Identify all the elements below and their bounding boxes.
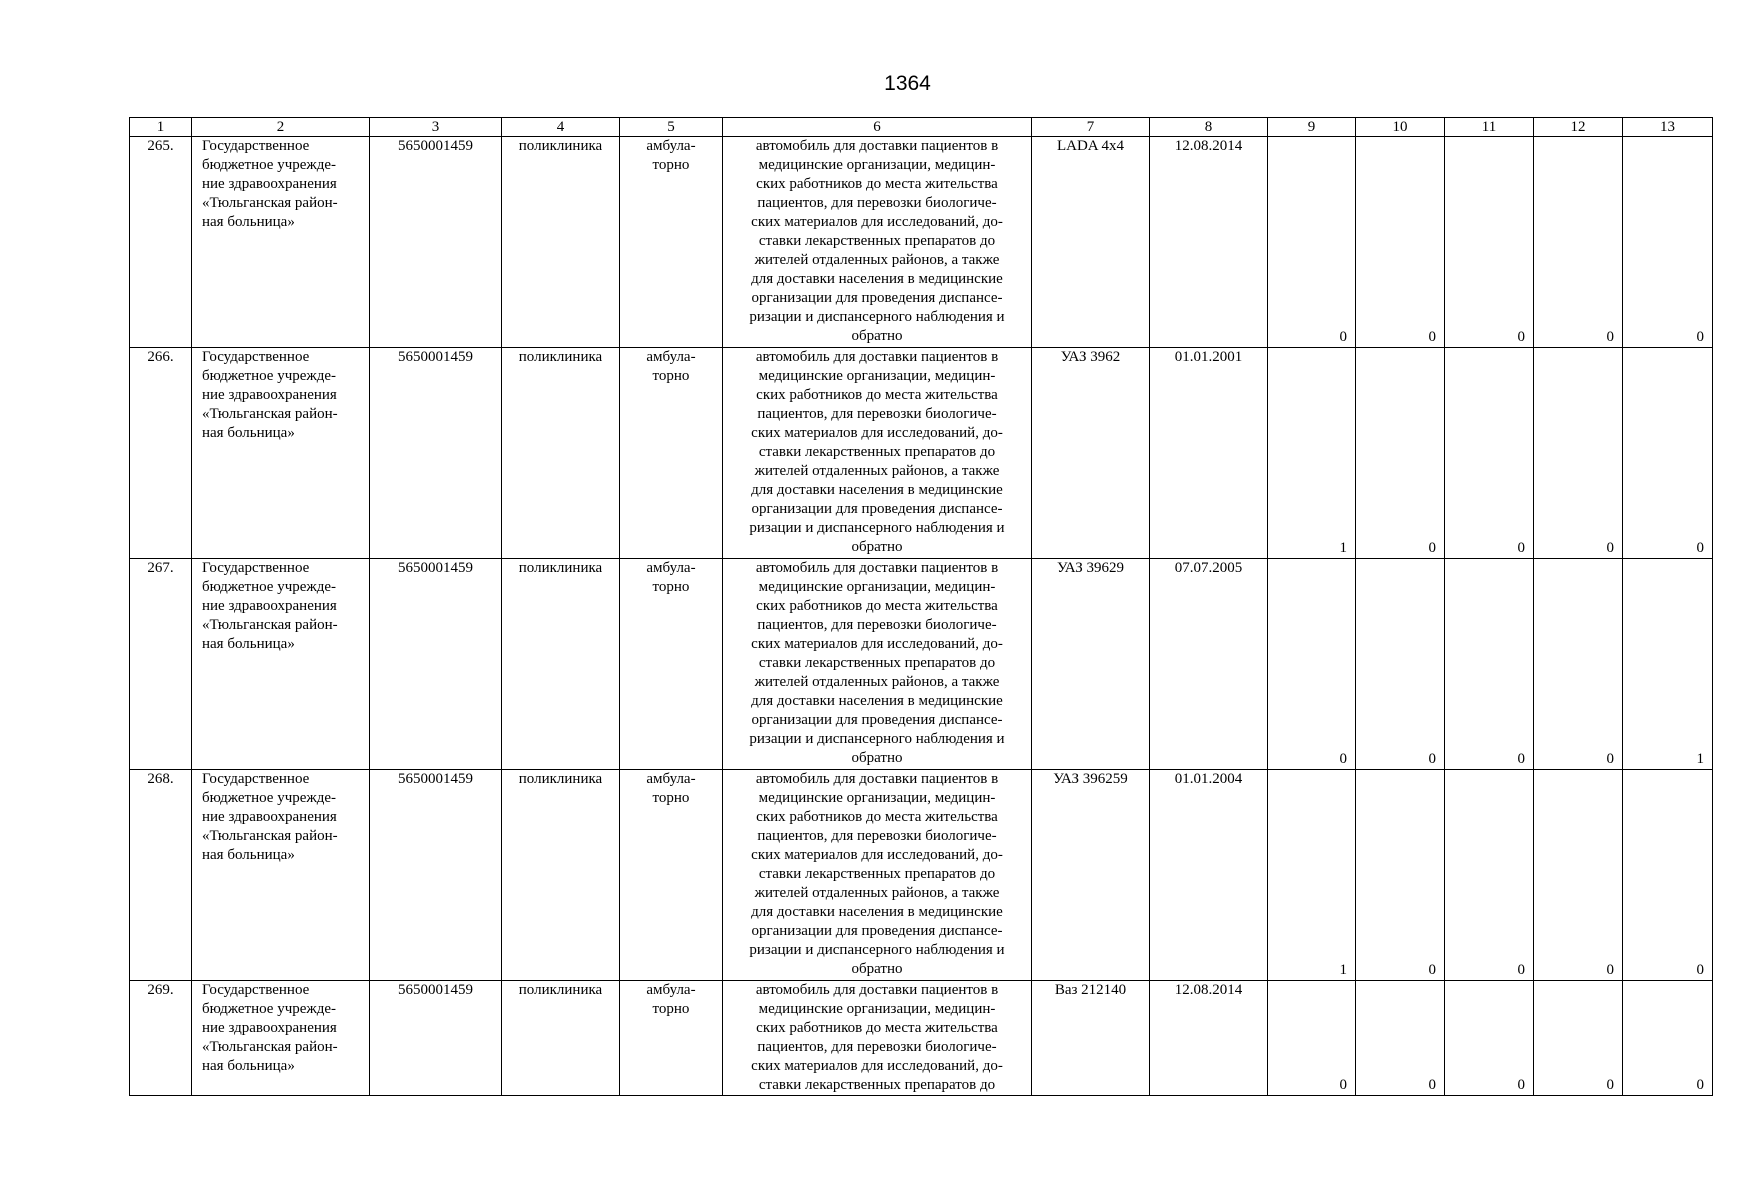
purpose-line: обратно	[851, 539, 903, 555]
count-cell-c11: 0	[1445, 770, 1534, 981]
count-cell-c9: 0	[1268, 981, 1356, 1096]
purpose-line: ских материалов для исследований, до-	[751, 1058, 1003, 1074]
count-cell-c10: 0	[1356, 981, 1445, 1096]
care-mode-line: торно	[652, 157, 690, 173]
purpose-cell	[723, 137, 1032, 348]
table-row	[130, 770, 1713, 981]
care-mode-line: амбула-	[646, 138, 696, 154]
purpose-line: медицинские организации, медицин-	[758, 579, 996, 595]
page-number: 1364	[884, 72, 931, 95]
column-header: 1	[130, 118, 192, 137]
column-header: 2	[192, 118, 370, 137]
purpose-line: ризации и диспансерного наблюдения и	[749, 942, 1005, 958]
purpose-line: организации для проведения диспансе-	[751, 712, 1003, 728]
count-cell-c9: 1	[1268, 348, 1356, 559]
purpose-line: автомобиль для доставки пациентов в	[755, 982, 999, 998]
facility-type-cell: поликлиника	[502, 137, 620, 348]
column-header: 13	[1623, 118, 1713, 137]
purpose-line: медицинские организации, медицин-	[758, 790, 996, 806]
organization-cell	[192, 348, 370, 559]
column-header: 4	[502, 118, 620, 137]
care-mode-line: амбула-	[646, 982, 696, 998]
count-cell-c13: 0	[1623, 770, 1713, 981]
row-number: 266.	[130, 348, 192, 559]
column-header: 12	[1534, 118, 1623, 137]
care-mode-cell	[620, 559, 723, 770]
inn-cell: 5650001459	[370, 137, 502, 348]
organization-line: «Тюльганская район-	[202, 828, 338, 844]
inn-cell: 5650001459	[370, 770, 502, 981]
column-header: 6	[723, 118, 1032, 137]
vehicle-model-cell: LADA 4x4	[1032, 137, 1150, 348]
count-cell-c13: 0	[1623, 981, 1713, 1096]
care-mode-line: торно	[652, 790, 690, 806]
purpose-line: для доставки населения в медицинские	[751, 693, 1003, 709]
date-cell: 01.01.2004	[1150, 770, 1268, 981]
purpose-line: пациентов, для перевозки биологиче-	[757, 195, 997, 211]
table-row	[130, 137, 1713, 348]
count-cell-c11: 0	[1445, 137, 1534, 348]
purpose-line: жителей отдаленных районов, а также	[754, 885, 1000, 901]
column-header: 11	[1445, 118, 1534, 137]
count-cell-c12: 0	[1534, 348, 1623, 559]
vehicle-model-cell: УАЗ 396259	[1032, 770, 1150, 981]
inn-cell: 5650001459	[370, 981, 502, 1096]
count-cell-c10: 0	[1356, 348, 1445, 559]
organization-line: «Тюльганская район-	[202, 617, 338, 633]
count-cell-c10: 0	[1356, 137, 1445, 348]
organization-line: ние здравоохранения	[202, 809, 337, 825]
care-mode-line: амбула-	[646, 560, 696, 576]
purpose-line: ставки лекарственных препаратов до	[758, 866, 996, 882]
column-header: 10	[1356, 118, 1445, 137]
count-cell-c9: 0	[1268, 137, 1356, 348]
table-row	[130, 981, 1713, 1096]
organization-line: бюджетное учрежде-	[202, 157, 337, 173]
organization-line: «Тюльганская район-	[202, 1039, 338, 1055]
count-cell-c9: 0	[1268, 559, 1356, 770]
facility-type-cell: поликлиника	[502, 348, 620, 559]
count-cell-c13: 0	[1623, 137, 1713, 348]
organization-cell	[192, 981, 370, 1096]
facility-type-cell: поликлиника	[502, 559, 620, 770]
organization-line: бюджетное учрежде-	[202, 368, 337, 384]
organization-cell	[192, 770, 370, 981]
date-cell: 01.01.2001	[1150, 348, 1268, 559]
organization-line: бюджетное учрежде-	[202, 579, 337, 595]
care-mode-line: амбула-	[646, 349, 696, 365]
purpose-line: ских работников до места жительства	[756, 809, 998, 825]
organization-line: «Тюльганская район-	[202, 406, 338, 422]
count-cell-c9: 1	[1268, 770, 1356, 981]
count-cell-c10: 0	[1356, 770, 1445, 981]
purpose-line: ских работников до места жительства	[756, 176, 998, 192]
purpose-line: жителей отдаленных районов, а также	[754, 252, 1000, 268]
care-mode-line: амбула-	[646, 771, 696, 787]
table-row	[130, 559, 1713, 770]
facility-type-cell: поликлиника	[502, 981, 620, 1096]
organization-line: Государственное	[202, 138, 310, 154]
purpose-line: ских работников до места жительства	[756, 598, 998, 614]
organization-line: ная больница»	[202, 214, 295, 230]
care-mode-cell	[620, 981, 723, 1096]
purpose-line: медицинские организации, медицин-	[758, 1001, 996, 1017]
care-mode-cell	[620, 770, 723, 981]
table-row	[130, 348, 1713, 559]
vehicle-model-cell: УАЗ 39629	[1032, 559, 1150, 770]
date-cell: 12.08.2014	[1150, 137, 1268, 348]
purpose-line: ских материалов для исследований, до-	[751, 636, 1003, 652]
purpose-line: обратно	[851, 961, 903, 977]
count-cell-c12: 0	[1534, 981, 1623, 1096]
organization-cell	[192, 559, 370, 770]
purpose-line: для доставки населения в медицинские	[751, 271, 1003, 287]
facility-type-cell: поликлиника	[502, 770, 620, 981]
purpose-line: автомобиль для доставки пациентов в	[755, 771, 999, 787]
vehicle-model-cell: Ваз 212140	[1032, 981, 1150, 1096]
count-cell-c13: 0	[1623, 348, 1713, 559]
inn-cell: 5650001459	[370, 559, 502, 770]
vehicle-model-cell: УАЗ 3962	[1032, 348, 1150, 559]
purpose-line: пациентов, для перевозки биологиче-	[757, 828, 997, 844]
column-header: 8	[1150, 118, 1268, 137]
organization-line: Государственное	[202, 771, 310, 787]
purpose-line: организации для проведения диспансе-	[751, 501, 1003, 517]
count-cell-c12: 0	[1534, 770, 1623, 981]
organization-line: Государственное	[202, 560, 310, 576]
row-number: 268.	[130, 770, 192, 981]
count-cell-c12: 0	[1534, 137, 1623, 348]
purpose-line: ставки лекарственных препаратов до	[758, 655, 996, 671]
column-number-row	[130, 118, 1713, 137]
inn-cell: 5650001459	[370, 348, 502, 559]
count-cell-c13: 1	[1623, 559, 1713, 770]
row-number: 269.	[130, 981, 192, 1096]
column-header: 5	[620, 118, 723, 137]
care-mode-line: торно	[652, 1001, 690, 1017]
purpose-line: для доставки населения в медицинские	[751, 904, 1003, 920]
organization-line: бюджетное учрежде-	[202, 790, 337, 806]
column-header: 7	[1032, 118, 1150, 137]
organization-cell	[192, 137, 370, 348]
purpose-line: обратно	[851, 750, 903, 766]
organization-line: ние здравоохранения	[202, 598, 337, 614]
purpose-line: организации для проведения диспансе-	[751, 290, 1003, 306]
purpose-line: ризации и диспансерного наблюдения и	[749, 520, 1005, 536]
purpose-line: медицинские организации, медицин-	[758, 368, 996, 384]
date-cell: 07.07.2005	[1150, 559, 1268, 770]
purpose-cell	[723, 981, 1032, 1096]
purpose-line: ских материалов для исследований, до-	[751, 425, 1003, 441]
purpose-line: для доставки населения в медицинские	[751, 482, 1003, 498]
organization-line: ная больница»	[202, 636, 295, 652]
purpose-line: ских материалов для исследований, до-	[751, 214, 1003, 230]
purpose-line: пациентов, для перевозки биологиче-	[757, 617, 997, 633]
organization-line: ние здравоохранения	[202, 1020, 337, 1036]
purpose-line: ставки лекарственных препаратов до	[758, 444, 996, 460]
purpose-line: медицинские организации, медицин-	[758, 157, 996, 173]
organization-line: бюджетное учрежде-	[202, 1001, 337, 1017]
organization-line: ная больница»	[202, 847, 295, 863]
purpose-line: ставки лекарственных препаратов до	[758, 233, 996, 249]
purpose-line: автомобиль для доставки пациентов в	[755, 560, 999, 576]
purpose-line: ских работников до места жительства	[756, 1020, 998, 1036]
purpose-cell	[723, 348, 1032, 559]
count-cell-c11: 0	[1445, 559, 1534, 770]
care-mode-line: торно	[652, 368, 690, 384]
column-header: 9	[1268, 118, 1356, 137]
purpose-line: жителей отдаленных районов, а также	[754, 674, 1000, 690]
organization-line: ние здравоохранения	[202, 176, 337, 192]
purpose-line: ставки лекарственных препаратов до	[758, 1077, 996, 1093]
vehicle-register-table	[129, 117, 1713, 1096]
organization-line: Государственное	[202, 982, 310, 998]
purpose-line: ских работников до места жительства	[756, 387, 998, 403]
organization-line: «Тюльганская район-	[202, 195, 338, 211]
row-number: 267.	[130, 559, 192, 770]
care-mode-cell	[620, 348, 723, 559]
purpose-line: обратно	[851, 328, 903, 344]
purpose-line: ских материалов для исследований, до-	[751, 847, 1003, 863]
organization-line: Государственное	[202, 349, 310, 365]
purpose-line: ризации и диспансерного наблюдения и	[749, 731, 1005, 747]
care-mode-line: торно	[652, 579, 690, 595]
count-cell-c11: 0	[1445, 981, 1534, 1096]
purpose-line: автомобиль для доставки пациентов в	[755, 138, 999, 154]
row-number: 265.	[130, 137, 192, 348]
organization-line: ная больница»	[202, 425, 295, 441]
date-cell: 12.08.2014	[1150, 981, 1268, 1096]
purpose-cell	[723, 770, 1032, 981]
column-header: 3	[370, 118, 502, 137]
purpose-line: ризации и диспансерного наблюдения и	[749, 309, 1005, 325]
purpose-line: автомобиль для доставки пациентов в	[755, 349, 999, 365]
count-cell-c12: 0	[1534, 559, 1623, 770]
purpose-line: пациентов, для перевозки биологиче-	[757, 406, 997, 422]
purpose-line: организации для проведения диспансе-	[751, 923, 1003, 939]
organization-line: ная больница»	[202, 1058, 295, 1074]
count-cell-c11: 0	[1445, 348, 1534, 559]
purpose-line: жителей отдаленных районов, а также	[754, 463, 1000, 479]
organization-line: ние здравоохранения	[202, 387, 337, 403]
purpose-cell	[723, 559, 1032, 770]
purpose-line: пациентов, для перевозки биологиче-	[757, 1039, 997, 1055]
care-mode-cell	[620, 137, 723, 348]
count-cell-c10: 0	[1356, 559, 1445, 770]
